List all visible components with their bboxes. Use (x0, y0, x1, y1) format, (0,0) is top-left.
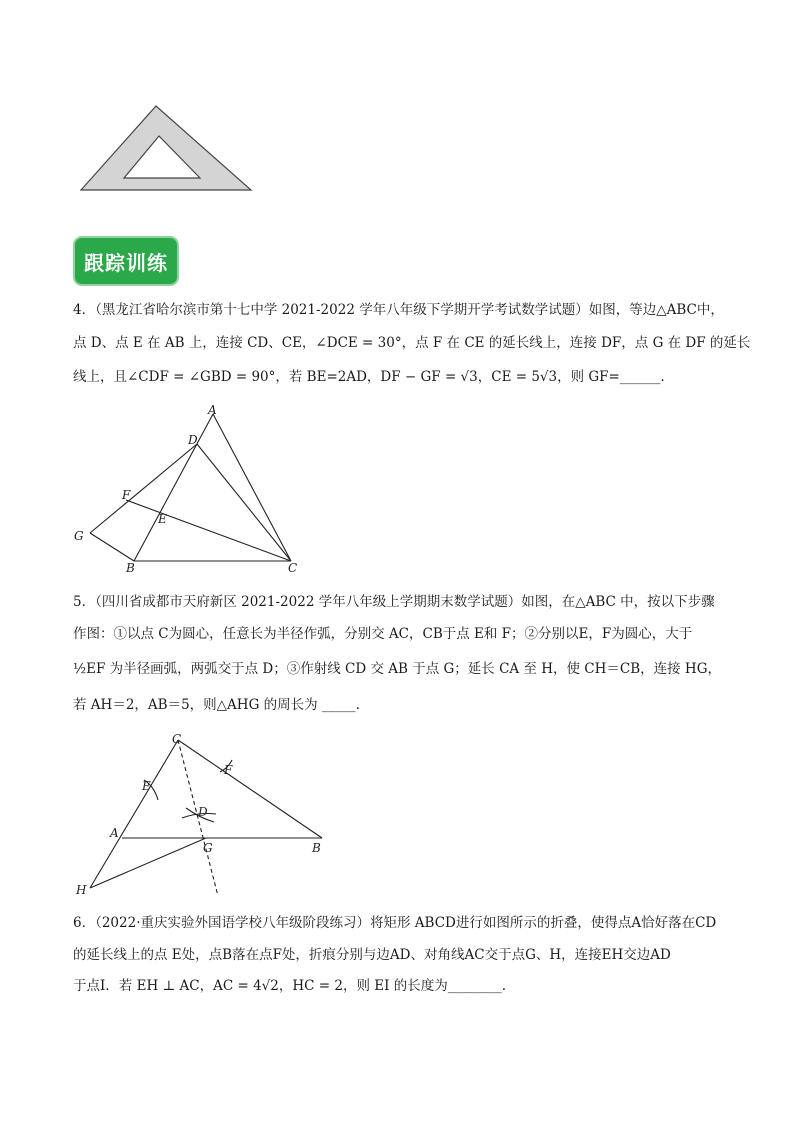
problem-4-line-2: 点 D、点 E 在 AB 上，连接 CD、CE，∠DCE = 30°，点 F 在 CE 的延长线上，连接 DF，点 G 在 DF 的延长 (73, 335, 751, 351)
problem-5-line-1: 5．（四川省成都市天府新区 2021-2022 学年八年级上学期期末数学试题）如图，在△ABC 中，按以下步骤 (73, 594, 715, 610)
p5-label-F: F (224, 763, 233, 777)
problem-4-line-3: 线上，且∠CDF = ∠GBD = 90°，若 BE=2AD，DF − GF = √3，CE = 5√3，则 GF=______. (73, 369, 665, 385)
p4-label-F: F (122, 488, 131, 502)
p4-label-A: A (208, 403, 217, 417)
p5-label-C: C (172, 732, 182, 746)
p5-label-G: G (203, 841, 213, 855)
p4-label-B: B (126, 561, 135, 575)
problem-5-line-3: ½EF 为半径画弧，两弧交于点 D；③作射线 CD 交 AB 于点 G；延长 CA 至 H，使 CH＝CB，连接 HG， (73, 661, 721, 677)
problem-6-line-2: 的延长线上的点 E处，点B落在点F处，折痕分别与边AD、对角线AC交于点G、H，连接EH交边AD (73, 947, 671, 963)
problem-6-line-1: 6．（2022·重庆实验外国语学校八年级阶段练习）将矩形 ABCD进行如图所示的折叠，使得点A恰好落在CD (73, 915, 717, 931)
problem-6-line-3: 于点I．若 EH ⊥ AC，AC = 4√2，HC = 2，则 EI 的长度为________. (73, 978, 507, 994)
p4-label-E: E (158, 512, 167, 526)
problem-5-line-4: 若 AH＝2，AB＝5，则△AHG 的周长为 _____. (73, 697, 360, 713)
p4-label-C: C (288, 561, 298, 575)
problem-5-figure (68, 728, 330, 900)
problem-4-line-1: 4．（黑龙江省哈尔滨市第十七中学 2021-2022 学年八年级下学期开学考试数学试题）如图，等边△ABC中， (73, 302, 724, 318)
p5-label-B: B (312, 841, 321, 855)
p4-label-G: G (74, 529, 84, 543)
problem-5-line-2: 作图：①以点 C为圆心，任意长为半径作弧，分别交 AC，CB于点 E和 F；②分别以E，F为圆心，大于 (73, 626, 693, 642)
p5-label-E: E (142, 779, 151, 793)
p5-label-H: H (76, 883, 87, 897)
set-square-figure (78, 100, 256, 196)
p5-label-A: A (110, 826, 119, 840)
problem-4-figure (66, 402, 316, 580)
p4-label-D: D (188, 433, 198, 447)
p5-label-D: D (198, 805, 208, 819)
section-badge: 跟踪训练 (73, 236, 179, 286)
